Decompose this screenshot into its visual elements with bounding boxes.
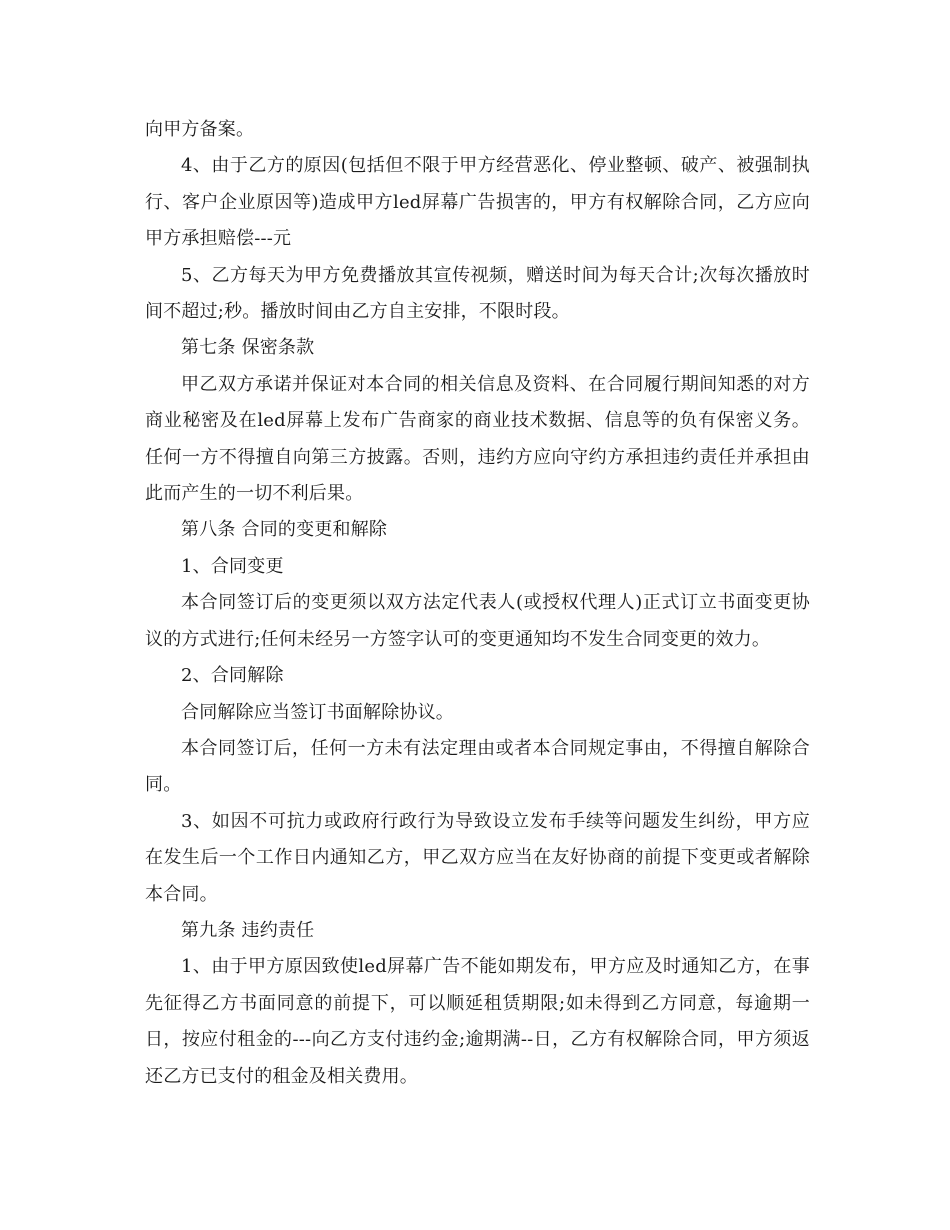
document-page — [145, 112, 810, 1095]
clause-6-item-5: 5、乙方每天为甲方免费播放其宣传视频，赠送时间为每天合计;次每次播放时间不超过;秒。播放时间由乙方自主安排，不限时段。 — [145, 264, 810, 323]
article-8-item-3: 3、如因不可抗力或政府行政行为导致设立发布手续等问题发生纠纷，甲方应在发生后一个工作日内通知乙方，甲乙双方应当在友好协商的前提下变更或者解除本合同。 — [145, 810, 810, 905]
article-8-item-1-body: 本合同签订后的变更须以双方法定代表人(或授权代理人)正式订立书面变更协议的方式进行;任何未经另一方签字认可的变更通知均不发生合同变更的效力。 — [145, 592, 810, 650]
article-8-item-2-body-b: 本合同签订后，任何一方未有法定理由或者本合同规定事由，不得擅自解除合同。 — [145, 737, 810, 796]
article-9-item-1: 1、由于甲方原因致使led屏幕广告不能如期发布，甲方应及时通知乙方，在事先征得乙方书面同意的前提下，可以顺延租赁期限;如未得到乙方同意，每逾期一日，按应付租金的---向乙方支付违约金;逾期满--日，乙方有权解除合同，甲方须返还乙方已支付的租金及相关费用。 — [145, 956, 810, 1087]
article-7-body: 甲乙双方承诺并保证对本合同的相关信息及资料、在合同履行期间知悉的对方商业秘密及在led屏幕上发布广告商家的商业技术数据、信息等的负有保密义务。任何一方不得擅自向第三方披露。否则，违约方应向守约方承担违约责任并承担由此而产生的一切不利后果。 — [145, 373, 810, 505]
article-7-heading: 第七条 保密条款 — [181, 337, 315, 359]
article-8-item-1-heading: 1、合同变更 — [181, 555, 284, 577]
article-8-heading: 第八条 合同的变更和解除 — [181, 519, 388, 541]
article-8-item-2-body-a: 合同解除应当签订书面解除协议。 — [181, 701, 454, 723]
article-8-item-2-heading: 2、合同解除 — [181, 665, 284, 687]
paragraph-continuation: 向甲方备案。 — [145, 119, 255, 140]
article-9-heading: 第九条 违约责任 — [181, 919, 315, 941]
clause-6-item-4: 4、由于乙方的原因(包括但不限于甲方经营恶化、停业整顿、破产、被强制执行、客户企业原因等)造成甲方led屏幕广告损害的，甲方有权解除合同，乙方应向甲方承担赔偿---元 — [145, 155, 810, 250]
